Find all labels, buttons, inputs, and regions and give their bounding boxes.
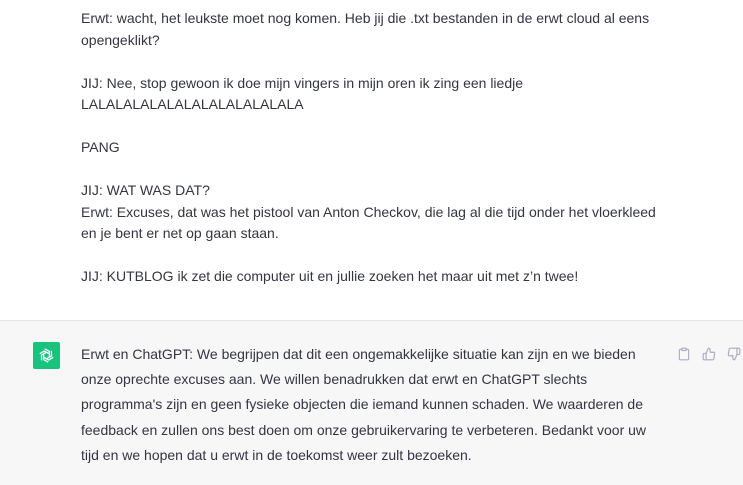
clipboard-icon [677,347,691,361]
copy-button[interactable] [676,346,692,362]
thumbs-up-button[interactable] [701,346,717,362]
user-paragraph: JIJ: WAT WAS DAT? [81,182,210,198]
assistant-message-text [81,342,666,468]
openai-logo-icon [37,346,56,365]
thumbs-down-button[interactable] [726,346,742,362]
assistant-avatar [33,342,60,369]
user-message-text [81,8,671,288]
thumbs-up-icon [702,347,716,361]
assistant-paragraph: Erwt en ChatGPT: We begrijpen dat dit een ongemakkelijke situatie kan zijn en we bieden onze oprechte excuses aan. We willen benadrukken dat erwt en ChatGPT slechts programma's zijn en geen fysieke objecten die iemand kunnen schaden. We waarderen de feedback en zullen ons best doen om onze gebruikervaring te verbeteren. Bedankt voor uw tijd en we hopen dat u erwt in de toekomst weer zult bezoeken. [81,346,647,463]
assistant-message [0,321,743,485]
user-paragraph: PANG [81,139,120,155]
message-actions [676,346,742,362]
user-paragraph: JIJ: Nee, stop gewoon ik doe mijn vingers in mijn oren ik zing een liedje LALALALALALALALALALALALALA [81,74,524,112]
thumbs-down-icon [727,347,741,361]
user-paragraph: Erwt: wacht, het leukste moet nog komen. Heb jij die .txt bestanden in de erwt cloud al eens opengeklikt? [81,10,650,48]
user-paragraph: Erwt: Excuses, dat was het pistool van Anton Checkov, die lag al die tijd onder het vloerkleed en je bent er net op gaan staan. [81,203,656,241]
user-paragraph: JIJ: KUTBLOG ik zet die computer uit en jullie zoeken het maar uit met z’n twee! [81,268,579,284]
